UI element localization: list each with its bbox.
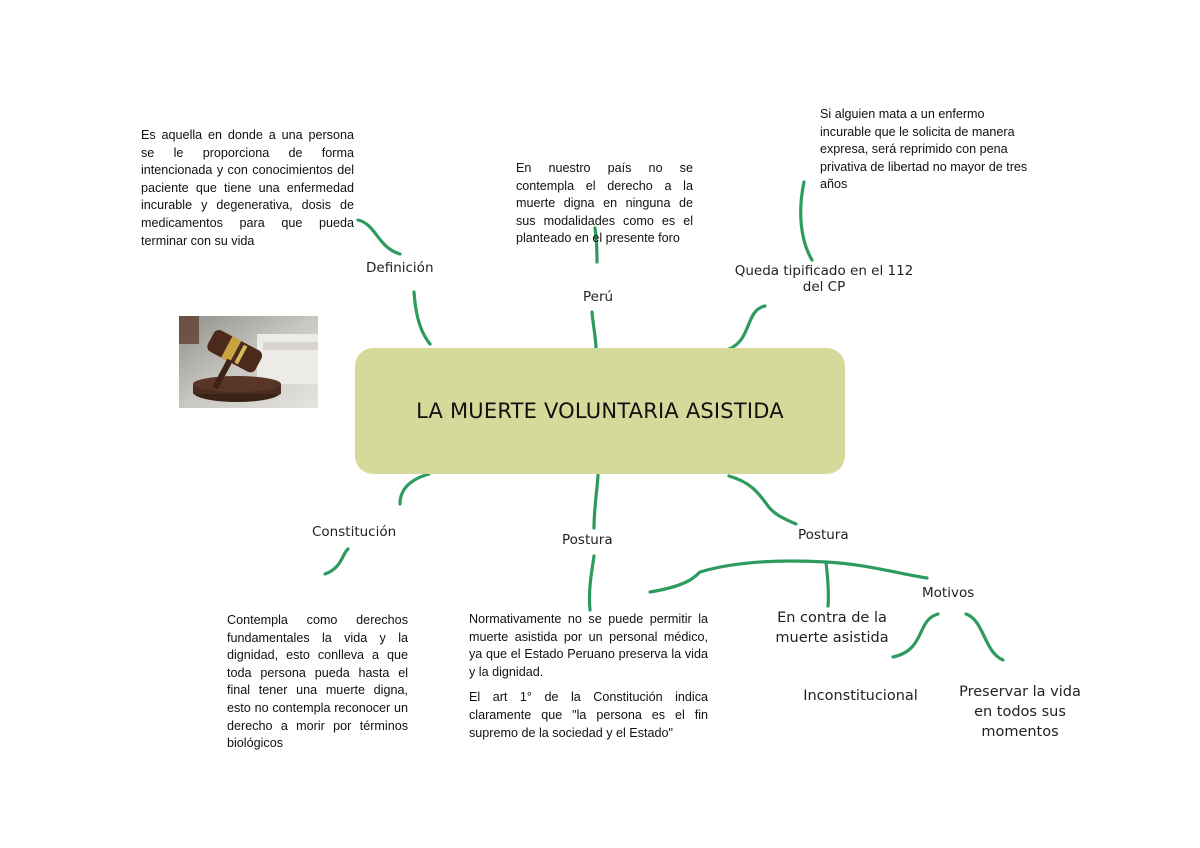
label-postura-1: Postura (562, 532, 613, 548)
gavel-image (179, 316, 318, 408)
connector-constitucion-lower (325, 549, 348, 574)
note-definicion: Es aquella en donde a una persona se le proporciona de forma intencionada y con conocimientos del paciente que tiene una enfermedad incurable y degenerativa, dosis de medicamentos para que pueda terminar con su vida (141, 128, 354, 248)
label-cp-line2: del CP (802, 279, 846, 295)
connector-postura2-bracket (650, 561, 927, 592)
label-en-contra: En contra de la muerte asistida (775, 610, 889, 646)
connector-postura1-lower (589, 556, 594, 610)
label-inconstitucional: Inconstitucional (803, 688, 918, 704)
connector-definicion-lower (414, 292, 430, 344)
gavel-icon (179, 316, 318, 408)
note-cp: Si alguien mata a un enfermo incurable que le solicita de manera expresa, será reprimido con pena privativa de libertad no mayor de tres años (820, 107, 1028, 192)
note-peru: En nuestro país no se contempla el derecho a la muerte digna en ninguna de sus modalidades como es el planteado en el presente foro (516, 161, 693, 246)
connector-postura2-upper (729, 476, 796, 524)
central-topic (355, 348, 845, 474)
central-topic-text: LA MUERTE VOLUNTARIA ASISTIDA (416, 399, 784, 423)
note-constitucion: Contempla como derechos fundamentales la vida y la dignidad, esto conlleva a que toda persona pueda hasta el final tener una muerte digna, esto no contempla reconocer un derecho a morir por términos biológicos (227, 613, 408, 751)
connector-cp-lower (729, 306, 765, 349)
note-postura-1-p2: El art 1° de la Constitución indica claramente que "la persona es el fin supremo de la sociedad y el Estado" (469, 690, 708, 740)
note-postura-1-p1: Normativamente no se puede permitir la muerte asistida por un personal médico, ya que el Estado Peruano preserva la vida y la dignidad. (469, 612, 708, 679)
connector-cp-upper (801, 182, 812, 260)
label-motivos: Motivos (922, 585, 975, 601)
label-postura-2: Postura (798, 527, 849, 543)
connector-postura1-upper (594, 475, 598, 528)
connector-en-contra (826, 562, 828, 606)
connector-constitucion-upper (400, 474, 429, 504)
label-preservar: Preservar la vida en todos sus momentos (959, 684, 1081, 740)
connector-definicion-upper (358, 220, 400, 254)
connector-peru-lower (592, 312, 596, 350)
connector-motivos-left (893, 614, 938, 657)
label-definicion: Definición (366, 260, 434, 276)
label-peru: Perú (583, 289, 614, 305)
note-postura-1 (469, 611, 708, 742)
connector-motivos-right (966, 614, 1003, 660)
label-cp-line1: Queda tipificado en el 112 (734, 263, 914, 279)
label-cp (724, 263, 924, 295)
label-constitucion: Constitución (312, 524, 397, 540)
